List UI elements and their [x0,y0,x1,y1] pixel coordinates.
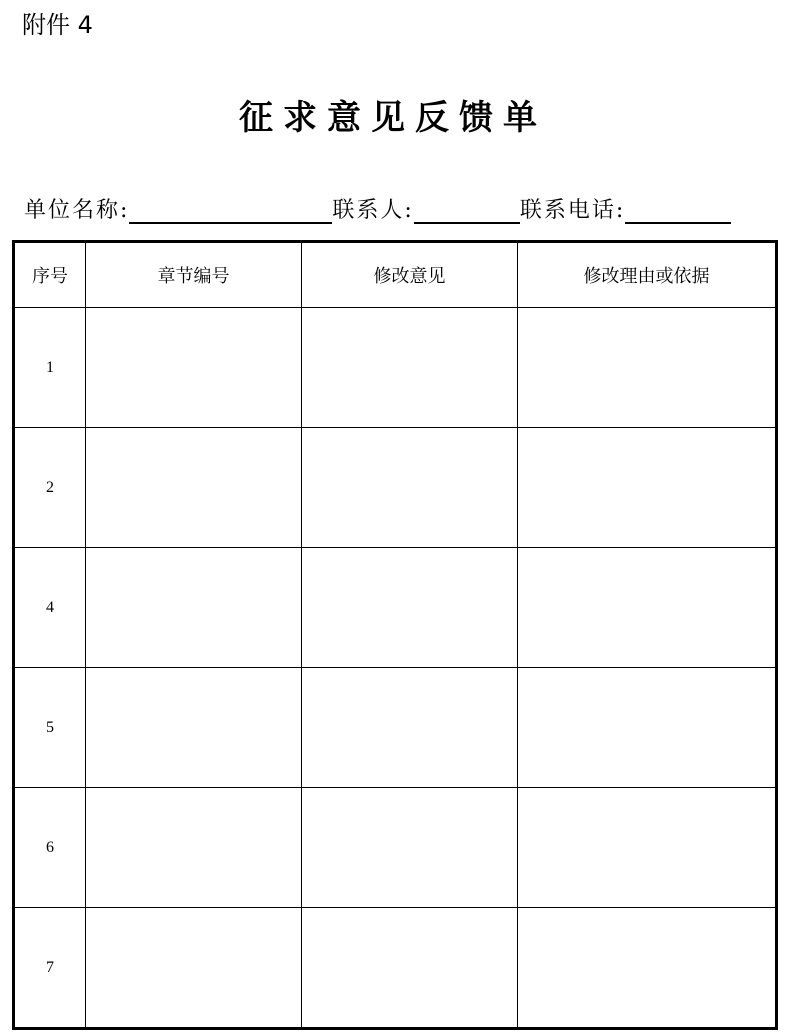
table-row [14,308,777,428]
row-number: 6 [14,788,86,908]
row-number: 4 [14,548,86,668]
contact-person-label: 联系人: [332,198,414,223]
row-number: 7 [14,908,86,1029]
section-cell[interactable] [86,308,302,428]
contact-phone-label: 联系电话: [519,198,626,223]
section-cell[interactable] [86,428,302,548]
reason-cell[interactable] [518,548,777,668]
opinion-cell[interactable] [302,788,518,908]
header-opinion: 修改意见 [302,242,518,308]
header-section-no: 章节编号 [86,242,302,308]
opinion-cell[interactable] [302,668,518,788]
table-row [14,908,777,1029]
table-row [14,788,777,908]
section-cell[interactable] [86,908,302,1029]
contact-info-line [24,194,768,230]
row-number: 1 [14,308,86,428]
table-row [14,668,777,788]
reason-cell[interactable] [518,668,777,788]
reason-cell[interactable] [518,428,777,548]
opinion-cell[interactable] [302,548,518,668]
section-cell[interactable] [86,788,302,908]
reason-cell[interactable] [518,788,777,908]
table-row [14,548,777,668]
annex-label: 附件 4 [22,11,93,39]
page-title: 征求意见反馈单 [239,98,547,138]
unit-name-blank[interactable] [129,222,332,224]
row-number: 5 [14,668,86,788]
opinion-cell[interactable] [302,908,518,1029]
opinion-cell[interactable] [302,308,518,428]
feedback-table [12,240,778,1030]
table-row [14,428,777,548]
opinion-cell[interactable] [302,428,518,548]
reason-cell[interactable] [518,908,777,1029]
reason-cell[interactable] [518,308,777,428]
contact-person-blank[interactable] [414,222,520,224]
contact-phone-blank[interactable] [625,222,731,224]
header-serial-no: 序号 [14,242,86,308]
section-cell[interactable] [86,548,302,668]
unit-name-label: 单位名称: [24,198,130,223]
section-cell[interactable] [86,668,302,788]
header-reason: 修改理由或依据 [518,242,777,308]
table-header-row [14,242,777,308]
row-number: 2 [14,428,86,548]
